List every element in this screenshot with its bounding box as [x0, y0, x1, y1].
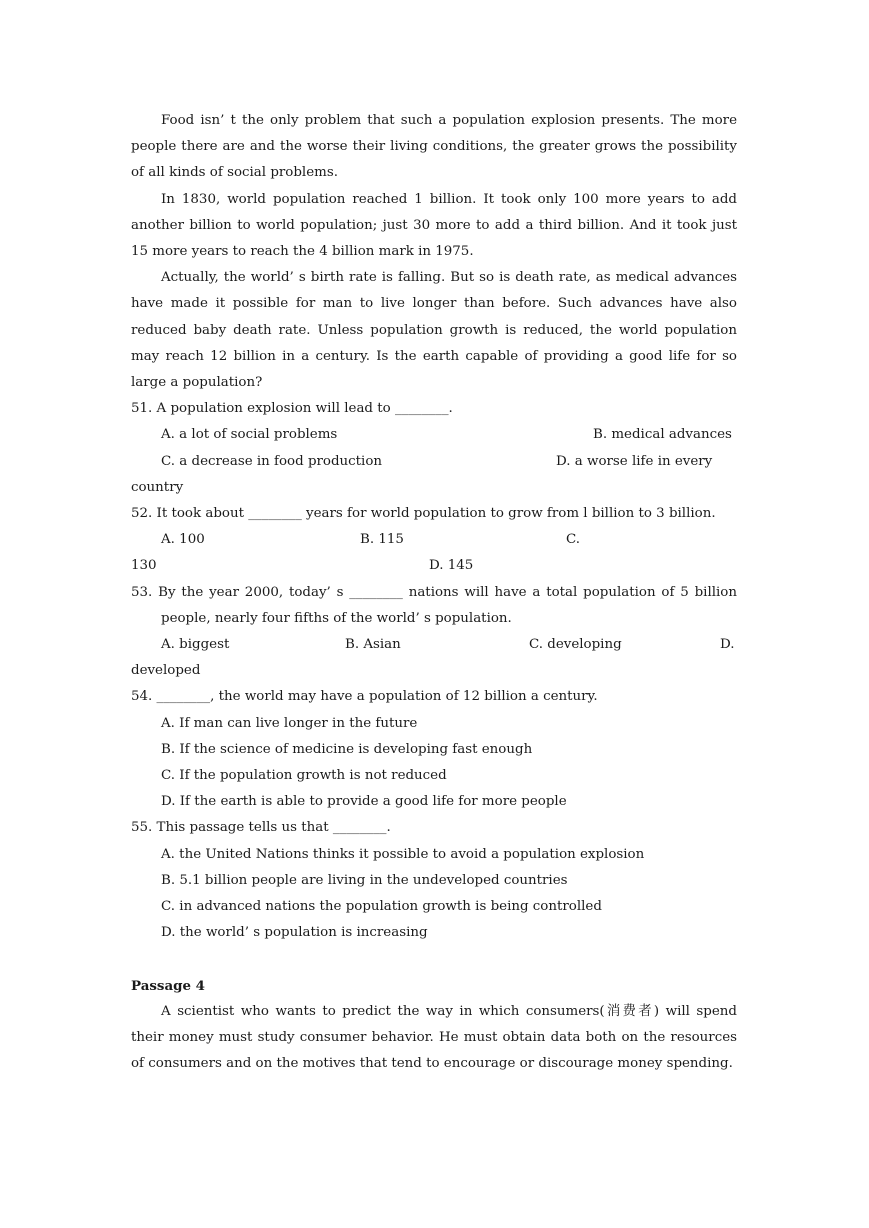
passage3-paragraph-1: Food isn’ t the only problem that such a population explosion presents. The more people there are and the worse their living conditions, the greater grows the possibility of all kinds of social problems.	[131, 113, 737, 181]
passage4-heading: Passage 4	[131, 977, 206, 994]
question-52-option-c-continuation: 130	[131, 558, 157, 574]
question-52-option-d: D. 145	[429, 558, 474, 574]
question-52-option-a: A. 100	[161, 532, 205, 548]
question-55-option-b: B. 5.1 billion people are living in the undeveloped countries	[161, 872, 568, 888]
question-54-option-d: D. If the earth is able to provide a good life for more people	[161, 794, 567, 810]
question-51-option-c: C. a decrease in food production	[161, 453, 383, 469]
question-51-option-d-continuation: country	[131, 479, 184, 495]
question-52-option-c: C.	[566, 532, 581, 548]
passage3-paragraph-3: Actually, the world’ s birth rate is falling. But so is death rate, as medical advances have made it possible for man to live longer than before. Such advances have also reduced baby death rate. Unless population growth is reduced, the world population may reach 12 billion in a century. Is the earth capable of providing a good life for so large a population?	[131, 270, 737, 391]
question-55-option-c: C. in advanced nations the population growth is being controlled	[161, 899, 602, 915]
question-55-stem: 55. This passage tells us that ________.	[131, 820, 391, 836]
question-52-stem: 52. It took about ________ years for world population to grow from l billion to 3 billion.	[131, 506, 716, 522]
question-51-stem: 51. A population explosion will lead to ________.	[131, 401, 453, 417]
question-54-option-c: C. If the population growth is not reduced	[161, 768, 447, 784]
passage3-paragraph-2: In 1830, world population reached 1 billion. It took only 100 more years to add another billion to world population; just 30 more to add a third billion. And it took just 15 more years to reach the 4 billion mark in 1975.	[131, 191, 737, 260]
document-page	[131, 108, 737, 1077]
question-52-option-b: B. 115	[360, 532, 404, 548]
question-53-option-d: D.	[720, 637, 735, 653]
question-53-stem: 53. By the year 2000, today’ s ________ nations will have a total population of 5 billion people, nearly four fifths of the world’ s population.	[131, 584, 737, 626]
question-52-options-row-2	[131, 553, 737, 579]
question-52-options-row-1	[131, 527, 737, 553]
question-53-option-b: B. Asian	[345, 637, 401, 653]
question-53-option-d-continuation: developed	[131, 663, 201, 679]
question-51-option-d: D. a worse life in every	[556, 453, 713, 469]
question-51-options-row-1	[131, 422, 737, 448]
passage4-paragraph: A scientist who wants to predict the way in which consumers(消费者) will spend their money must study consumer behavior. He must obtain data both on the resources of consumers and on the motives that tend to encourage or discourage money spending.	[131, 1003, 737, 1072]
question-51-option-b: B. medical advances	[593, 427, 732, 443]
question-53-option-c: C. developing	[529, 637, 622, 653]
question-55-option-a: A. the United Nations thinks it possible to avoid a population explosion	[161, 846, 645, 862]
question-51-options-row-2	[131, 449, 737, 475]
question-54-stem: 54. ________, the world may have a population of 12 billion a century.	[131, 689, 598, 705]
question-55-option-d: D. the world’ s population is increasing	[161, 925, 428, 941]
question-54-option-b: B. If the science of medicine is developing fast enough	[161, 741, 533, 757]
question-54-option-a: A. If man can live longer in the future	[161, 715, 418, 731]
question-53-option-a: A. biggest	[161, 637, 230, 653]
question-51-option-a: A. a lot of social problems	[161, 427, 338, 443]
question-53-options-row	[131, 632, 737, 658]
